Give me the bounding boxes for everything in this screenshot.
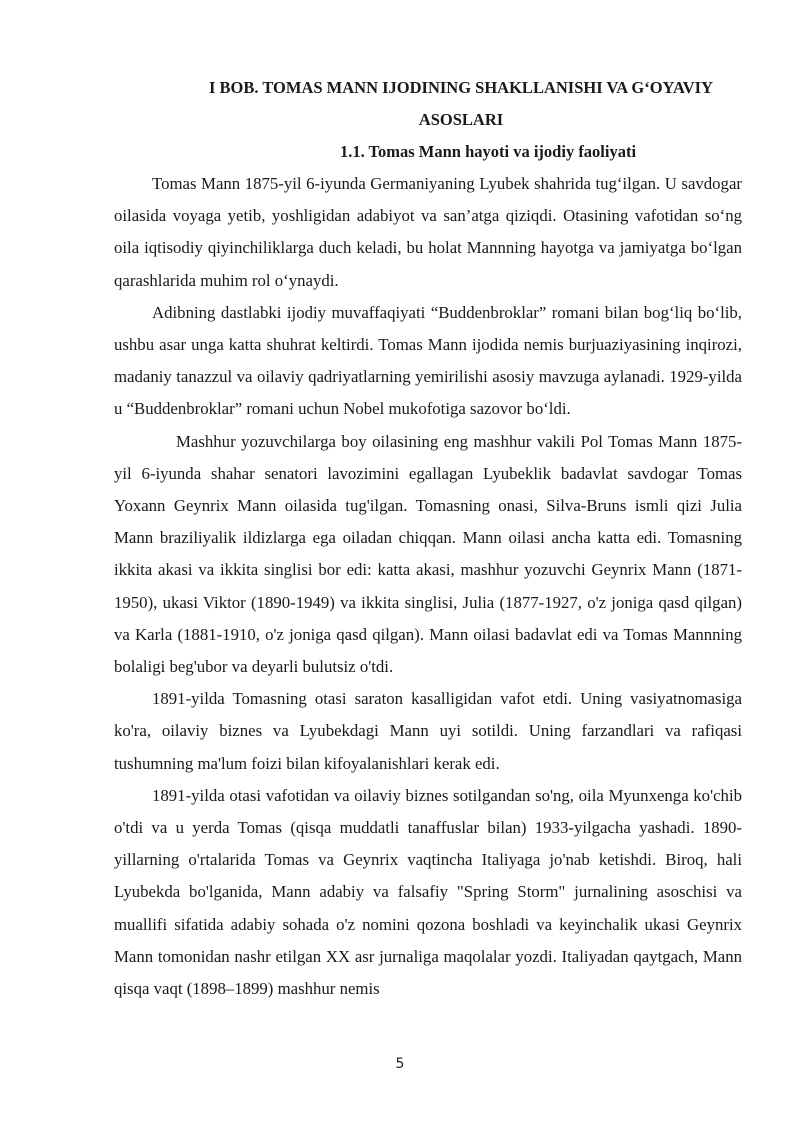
document-page (114, 72, 742, 1005)
chapter-title-line2: ASOSLARI (418, 110, 504, 129)
paragraph-4: 1891-yilda Tomasning otasi saraton kasalligidan vafot etdi. Uning vasiyatnomasiga ko'ra, oilaviy biznes va Lyubekdagi Mann uyi sotildi. Uning farzandlari va rafiqasi tushumning ma'lum foizi bilan kifoyalanishlari kerak edi. (114, 689, 742, 773)
section-title: 1.1. Tomas Mann hayoti va ijodiy faoliyati (339, 142, 637, 161)
page-number: 5 (395, 1056, 405, 1072)
paragraph-2: Adibning dastlabki ijodiy muvaffaqiyati “Buddenbroklar” romani bilan bog‘liq bo‘lib, ushbu asar unga katta shuhrat keltirdi. Tomas Mann ijodida nemis burjuaziyasining inqirozi, madaniy tanazzul va oilaviy qadriyatlarning yemirilishi asosiy mavzuga aylanadi. 1929-yilda u “Buddenbroklar” romani uchun Nobel mukofotiga sazovor bo‘ldi. (114, 302, 742, 419)
chapter-title (114, 72, 742, 136)
paragraph-3: Mashhur yozuvchilarga boy oilasining eng mashhur vakili Pol Tomas Mann 1875-yil 6-iyunda shahar senatori lavozimini egallagan Lyubeklik badavlat savdogar Tomas Yoxann Geynrix Mann oilasida tug'ilgan. Tomasning onasi, Silva-Bruns ismli qizi Julia Mann braziliyalik ildizlarga ega oiladan chiqqan. Mann oilasi ancha katta edi. Tomasning ikkita akasi va ikkita singlisi bor edi: katta akasi, mashhur yozuvchi Geynrix Mann (1871-1950), ukasi Viktor (1890-1949) va ikkita singlisi, Julia (1877-1927, o'z joniga qasd qilgan) va Karla (1881-1910, o'z joniga qasd qilgan). Mann oilasi badavlat edi va Tomas Mannning bolaligi beg'ubor va deyarli bulutsiz o'tdi. (114, 431, 742, 677)
paragraph-5: 1891-yilda otasi vafotidan va oilaviy biznes sotilgandan so'ng, oila Myunxenga ko'chib o'tdi va u yerda Tomas (qisqa muddatli tanaffuslar bilan) 1933-yilgacha yashadi. 1890-yillarning o'rtalarida Tomas va Geynrix vaqtincha Italiyaga jo'nab ketishdi. Biroq, hali Lyubekda bo'lganida, Mann adabiy va falsafiy "Spring Storm" jurnalining asoschisi va muallifi sifatida adabiy sohada o'z nomini qozona boshladi va keyinchalik ukasi Geynrix Mann tomonidan nashr etilgan XX asr jurnaliga maqolalar yozdi. Italiyadan qaytgach, Mann qisqa vaqt (1898–1899) mashhur nemis (114, 785, 742, 999)
chapter-title-line1: I BOB. TOMAS MANN IJODINING SHAKLLANISHI VA G‘OYAVIY (209, 78, 713, 97)
paragraph-1: Tomas Mann 1875-yil 6-iyunda Germaniyaning Lyubek shahrida tug‘ilgan. U savdogar oilasida voyaga yetib, yoshligidan adabiyot va san’atga qiziqdi. Otasining vafotidan so‘ng oila iqtisodiy qiyinchiliklarga duch keladi, bu holat Mannning hayotga va jamiyatga bo‘lgan qarashlarida muhim rol o‘ynaydi. (114, 174, 742, 290)
